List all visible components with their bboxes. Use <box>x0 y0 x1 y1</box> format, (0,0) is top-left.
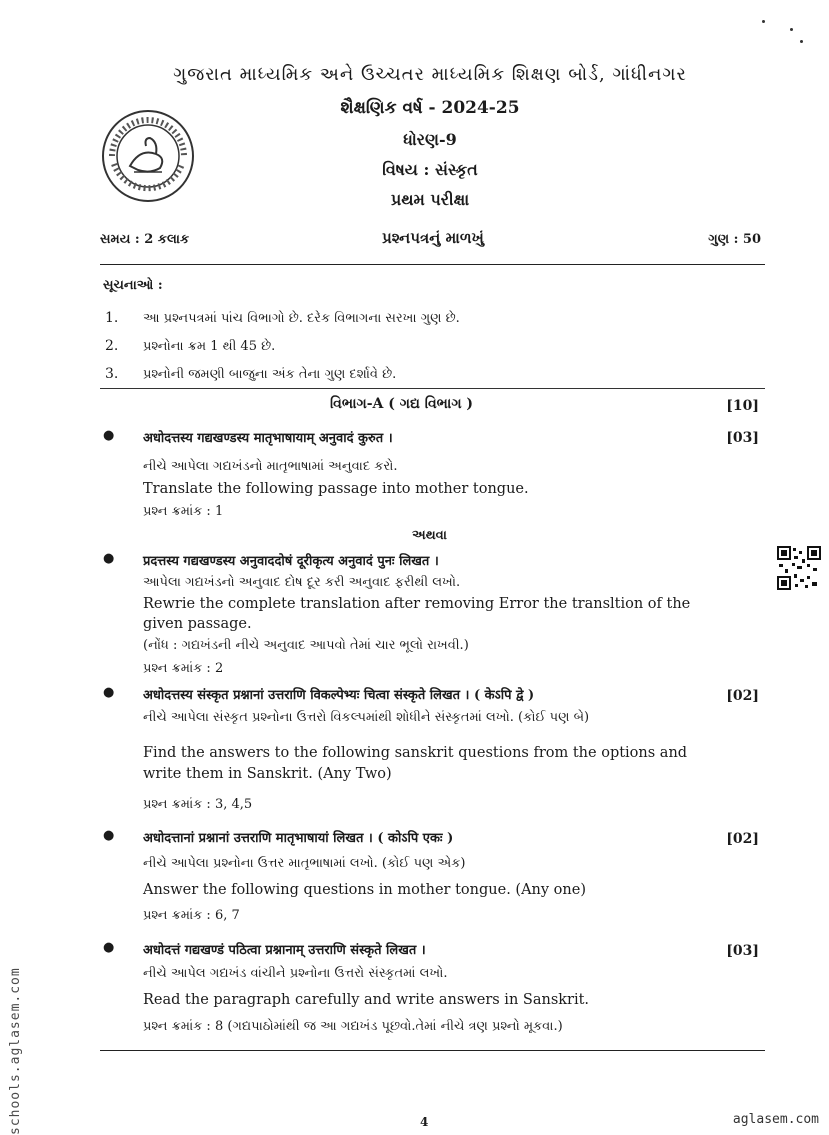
q2-sanskrit: प्रदत्तस्य गद्यखण्डस्य अनुवाददोषं दूरीकृत्य अनुवादं पुनः लिखत । <box>143 554 439 569</box>
exam-duration: સમય : 2 કલાક <box>100 232 190 247</box>
scan-speck <box>800 40 803 43</box>
site-brand: aglasem.com <box>732 1112 819 1127</box>
bullet-icon: ● <box>103 551 115 566</box>
q2-english-line1: Rewrie the complete translation after removing Error the transltion of the <box>143 596 691 612</box>
or-label: અથવા <box>412 528 447 543</box>
q1-english: Translate the following passage into mother tongue. <box>143 481 529 497</box>
q3-english-line2: write them in Sanskrit. (Any Two) <box>143 766 392 782</box>
q1-gujarati: નીચે આપેલા ગદ્યખંડનો માતૃભાષામાં અનુવાદ કરો. <box>143 459 398 474</box>
q5-marks: [03] <box>726 943 759 959</box>
instruction-text: પ્રશ્નોના ક્રમ 1 થી 45 છે. <box>143 339 276 354</box>
q1-number: પ્રશ્ન ક્રમાંક : 1 <box>143 504 224 519</box>
q4-gujarati: નીચે આપેલા પ્રશ્નોના ઉત્તર માતૃભાષામાં લખો. (કોઈ પણ એક) <box>143 856 466 871</box>
divider <box>100 388 765 389</box>
bullet-icon: ● <box>103 685 115 700</box>
bullet-icon: ● <box>103 940 115 955</box>
q2-number: પ્રશ્ન ક્રમાંક : 2 <box>143 661 224 676</box>
q4-sanskrit: अधोदत्तानां प्रश्नानां उत्तराणि मातृभाषायां लिखत । ( कोऽपि एकः ) <box>143 831 454 846</box>
q4-number: પ્રશ્ન ક્રમાંક : 6, 7 <box>143 908 240 923</box>
q3-english-line1: Find the answers to the following sanskrit questions from the options and <box>143 745 688 761</box>
q2-gujarati: આપેલા ગદ્યખંડનો અનુવાદ દોષ દૂર કરી અનુવાદ ફરીથી લખો. <box>143 575 461 590</box>
side-watermark <box>8 935 28 1135</box>
instruction-text: આ પ્રશ્નપત્રમાં પાંચ વિભાગો છે. દરેક વિભાગના સરખા ગુણ છે. <box>143 311 460 326</box>
q5-number: પ્રશ્ન ક્રમાંક : 8 (ગદ્યપાઠોમાંથી જ આ ગદ્યખંડ પૂછવો.તેમાં નીચે ત્રણ પ્રશ્નો મૂકવા.) <box>143 1019 563 1034</box>
subject: વિષય : સંસ્કૃત <box>382 160 478 179</box>
instruction-text: પ્રશ્નોની જમણી બાજુના અંક તેના ગુણ દર્શાવે છે. <box>143 367 397 382</box>
academic-year: શૈક્ષણિક વર્ષ - 2024-25 <box>340 98 520 118</box>
q3-marks: [02] <box>726 688 759 704</box>
divider <box>100 264 765 265</box>
q3-sanskrit: अधोदत्तस्य संस्कृत प्रश्नानां उत्तराणि विकल्पेभ्यः चित्वा संस्कृते लिखत । ( केऽपि द्वे ) <box>143 688 535 703</box>
q3-number: પ્રશ્ન ક્રમાંક : 3, 4,5 <box>143 797 253 812</box>
q2-english-line2: given passage. <box>143 616 252 632</box>
q5-gujarati: નીચે આપેલ ગદ્યખંડ વાંચીને પ્રશ્નોના ઉત્તરો સંસ્કૃતમાં લખો. <box>143 966 448 981</box>
q4-english: Answer the following questions in mother tongue. (Any one) <box>143 882 586 898</box>
q3-gujarati: નીચે આપેલા સંસ્કૃત પ્રશ્નોના ઉત્તરો વિકલ્પમાંથી શોધીને સંસ્કૃતમાં લખો. (કોઈ પણ બે) <box>143 710 590 725</box>
q5-english: Read the paragraph carefully and write answers in Sanskrit. <box>143 992 590 1008</box>
board-name: ગુજરાત માધ્યમિક અને ઉચ્ચતર માધ્યમિક શિક્ષણ બોર્ડ, ગાંધીનગર <box>173 64 687 85</box>
paper-structure-title: પ્રશ્નપત્રનું માળખું <box>382 229 484 247</box>
exam-name: પ્રથમ પરીક્ષા <box>390 190 470 209</box>
q2-note: (નોંધ : ગદ્યખંડની નીચે અનુવાદ આપવો તેમાં ચાર ભૂલો રાખવી.) <box>143 638 469 653</box>
instructions-heading: સૂચનાઓ : <box>103 278 163 293</box>
q5-sanskrit: अधोदत्तं गद्यखण्डं पठित्वा प्रश्नानाम् उत्तराणि संस्कृते लिखत । <box>143 943 426 958</box>
instruction-number: 2. <box>105 338 119 354</box>
instruction-number: 1. <box>105 310 119 326</box>
section-title: વિભાગ-A ( ગદ્ય વિભાગ ) <box>330 396 474 412</box>
total-marks: ગુણ : 50 <box>708 232 761 247</box>
watermark-text: schools.aglasem.com <box>8 967 23 1135</box>
q4-marks: [02] <box>726 831 759 847</box>
standard: ધોરણ-9 <box>403 130 457 149</box>
scan-speck <box>790 28 793 31</box>
divider <box>100 1050 765 1051</box>
page-number: 4 <box>420 1115 429 1129</box>
bullet-icon: ● <box>103 428 115 443</box>
q1-marks: [03] <box>726 430 759 446</box>
section-marks: [10] <box>726 398 759 414</box>
q1-sanskrit: अधोदत्तस्य गद्यखण्डस्य मातृभाषायाम् अनुवादं कुरुत । <box>143 431 393 446</box>
bullet-icon: ● <box>103 828 115 843</box>
instruction-number: 3. <box>105 366 119 382</box>
board-seal-icon <box>100 108 196 204</box>
scan-speck <box>762 20 765 23</box>
qr-code-icon <box>777 546 821 590</box>
